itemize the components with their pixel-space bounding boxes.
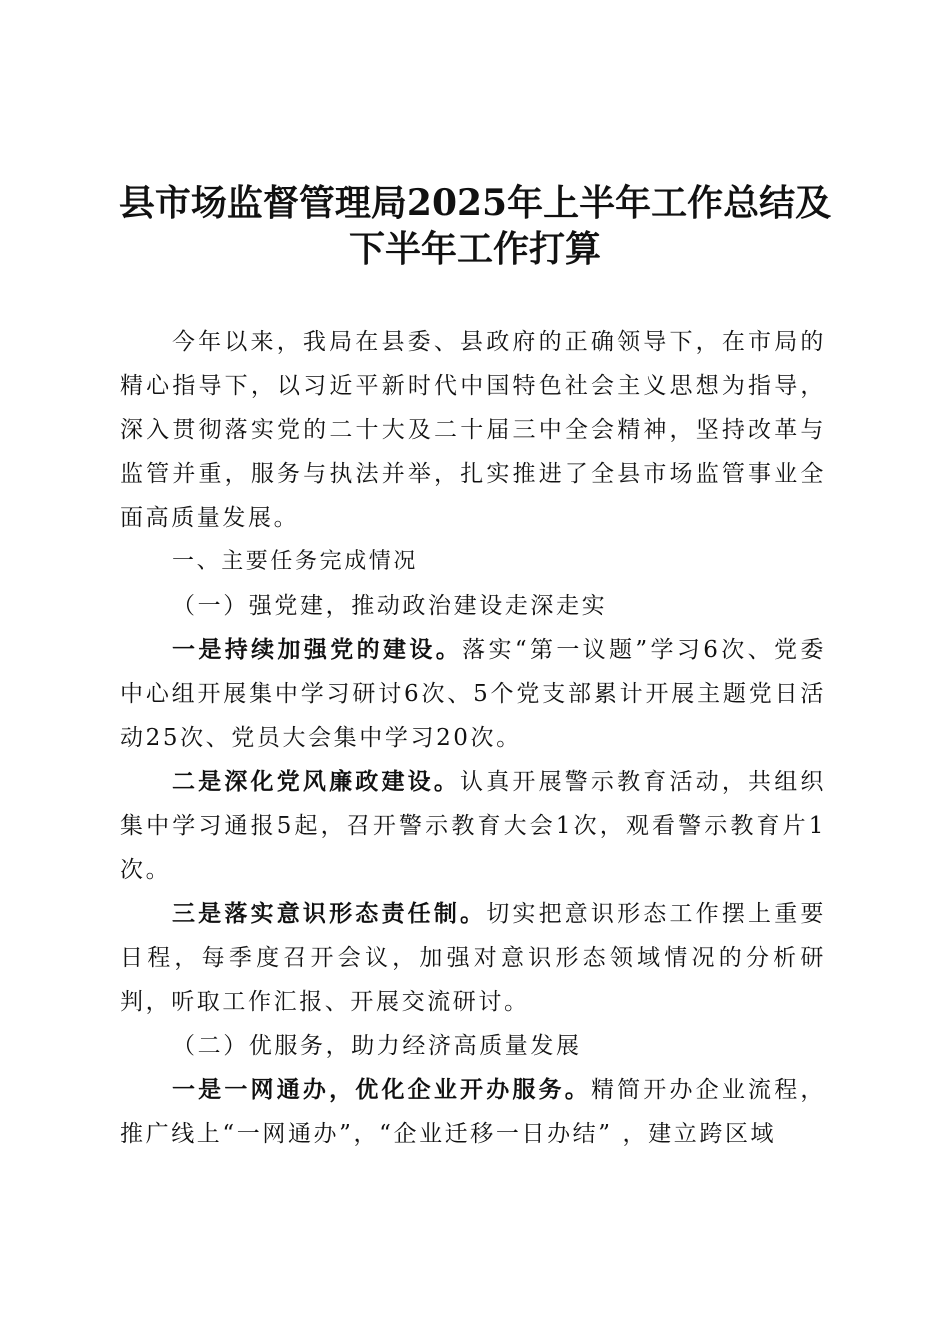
item-lead: 三是落实意识形态责任制。 (172, 900, 487, 927)
item-paragraph (120, 1068, 826, 1156)
item-text: 落实“第一议题”学习6次、党委中心组开展集中学习研讨6次、5个党支部累计开展主题党日活动25次、党员大会集中学习20次。 (120, 637, 826, 751)
item-paragraph (120, 760, 826, 892)
item-paragraph (120, 892, 826, 1024)
subsection-heading-2: （二）优服务，助力经济高质量发展 (172, 1033, 582, 1059)
item-paragraph (120, 628, 826, 760)
item-lead: 一是持续加强党的建设。 (172, 636, 463, 663)
section-heading-1: 一、主要任务完成情况 (172, 549, 419, 574)
title-line-2: 下半年工作打算 (348, 228, 601, 270)
item-text: 认真开展警示教育活动，共组织集中学习通报5起，召开警示教育大会1次，观看警示教育片1次。 (120, 769, 826, 883)
intro-paragraph: 今年以来，我局在县委、县政府的正确领导下，在市局的精心指导下，以习近平新时代中国特色社会主义思想为指导，深入贯彻落实党的二十大及二十届三中全会精神，坚持改革与监管并重，服务与执法并举，扎实推进了全县市场监管事业全面高质量发展。 (120, 329, 826, 531)
item-text: 精简开办企业流程，推广线上“一网通办”，“企业迁移一日办结” ，建立跨区域 (120, 1077, 826, 1147)
item-lead: 一是一网通办，优化企业开办服务。 (172, 1076, 591, 1103)
document-body (120, 320, 826, 1156)
subsection-heading-1: （一）强党建，推动政治建设走深走实 (172, 593, 608, 619)
item-text: 切实把意识形态工作摆上重要日程，每季度召开会议，加强对意识形态领域情况的分析研判，听取工作汇报、开展交流研讨。 (120, 901, 826, 1015)
document-title (100, 180, 850, 272)
item-lead: 二是深化党风廉政建设。 (172, 768, 461, 795)
title-line-1: 县市场监督管理局2025年上半年工作总结及 (118, 182, 832, 224)
